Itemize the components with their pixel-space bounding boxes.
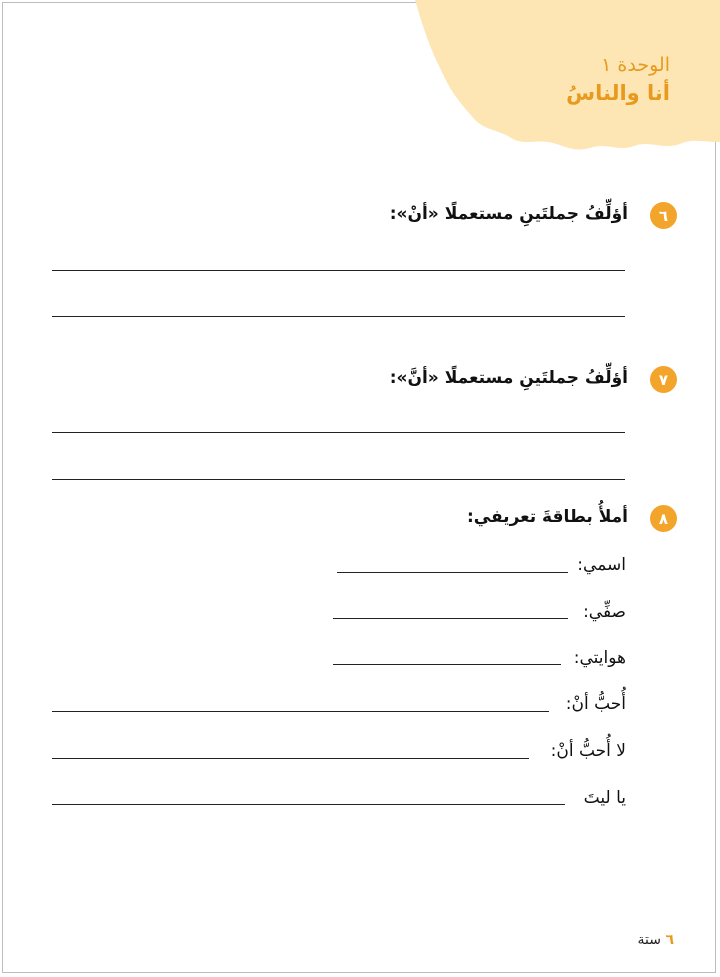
field-label-hobby: هوايتي: bbox=[573, 648, 626, 668]
unit-label: الوحدة ١ bbox=[601, 54, 670, 76]
field-line-wish[interactable] bbox=[52, 804, 565, 805]
unit-title: أنا والناسُ bbox=[566, 81, 670, 105]
question-number-badge: ٦ bbox=[650, 202, 677, 229]
answer-line[interactable] bbox=[52, 432, 625, 433]
question-text: أؤلِّفُ جملتَينِ مستعملًا «أنْ»: bbox=[389, 204, 628, 224]
field-line-name[interactable] bbox=[337, 572, 568, 573]
field-label-class: صفِّي: bbox=[583, 602, 626, 622]
answer-line[interactable] bbox=[52, 479, 625, 480]
page-number-digit: ٦ bbox=[665, 932, 674, 948]
field-label-name: اسمي: bbox=[577, 555, 626, 575]
field-line-hobby[interactable] bbox=[333, 664, 561, 665]
field-line-like[interactable] bbox=[52, 711, 549, 712]
field-line-class[interactable] bbox=[333, 618, 568, 619]
question-text: أملأُ بطاقةَ تعريفي: bbox=[466, 507, 628, 527]
answer-line[interactable] bbox=[52, 270, 625, 271]
page-number bbox=[638, 932, 674, 948]
field-line-dislike[interactable] bbox=[52, 758, 529, 759]
field-label-dislike: لا أُحبُّ أنْ: bbox=[550, 741, 626, 761]
field-label-like: أُحبُّ أنْ: bbox=[565, 694, 626, 714]
question-number-badge: ٧ bbox=[650, 366, 677, 393]
page-number-word: ستة bbox=[637, 932, 661, 948]
question-text: أؤلِّفُ جملتَينِ مستعملًا «أنَّ»: bbox=[389, 368, 628, 388]
field-label-wish: يا ليتَ bbox=[583, 788, 626, 808]
question-number-badge: ٨ bbox=[650, 505, 677, 532]
header-blob bbox=[412, 0, 720, 160]
answer-line[interactable] bbox=[52, 316, 625, 317]
